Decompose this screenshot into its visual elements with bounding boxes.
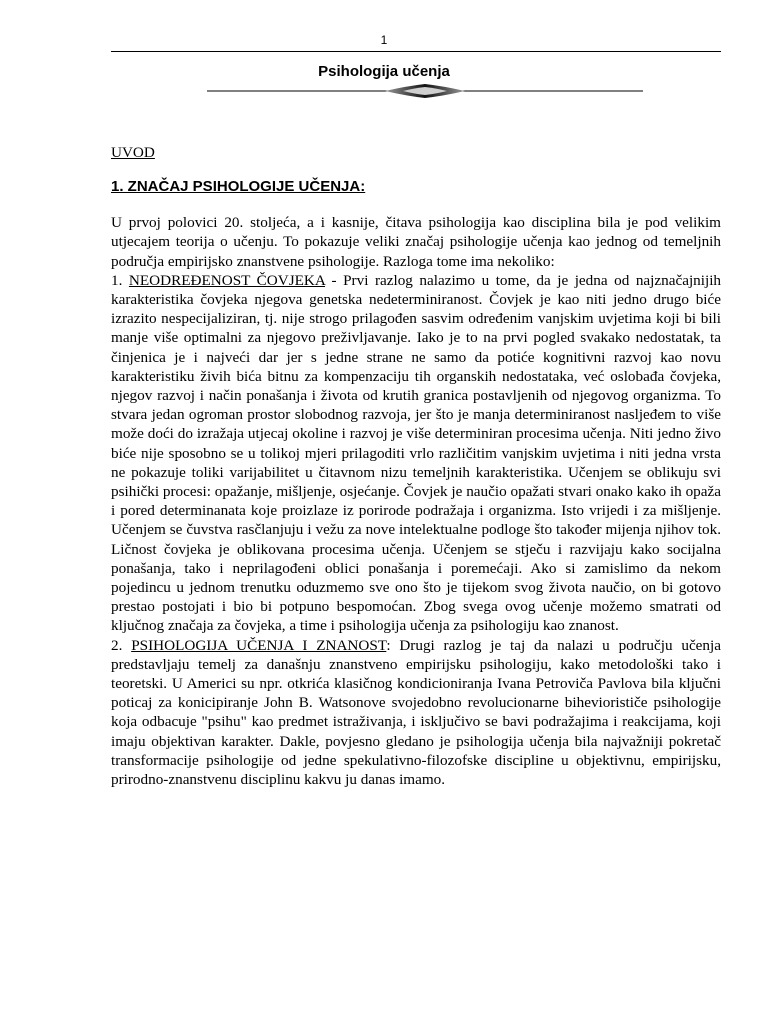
point-number: 2. bbox=[111, 636, 123, 654]
point-term: PSIHOLOGIJA UČENJA I ZNANOST bbox=[131, 636, 387, 654]
ornament-graphic bbox=[207, 84, 643, 100]
document-body bbox=[111, 143, 721, 789]
header-rule bbox=[111, 51, 721, 52]
title-ornament bbox=[207, 84, 643, 100]
point-separator: - bbox=[325, 271, 344, 289]
section-label: UVOD bbox=[111, 144, 155, 161]
point-term: NEODREĐENOST ČOVJEKA bbox=[128, 271, 326, 289]
intro-paragraph: U prvoj polovici 20. stoljeća, a i kasnije, čitava psihologija kao disciplina bila je pod velikim utjecajem teorija o učenju. To pokazuje veliki značaj psihologije učenja kao jednog od temeljnih područja empirijsko znanstvene psihologije. Razloga tome ima nekoliko: bbox=[111, 214, 721, 270]
page-number: 1 bbox=[380, 33, 388, 47]
point-paragraph-1 bbox=[111, 271, 721, 636]
section-heading: 1. ZNAČAJ PSIHOLOGIJE UČENJA: bbox=[111, 178, 366, 196]
point-paragraph-2 bbox=[111, 636, 721, 790]
page-title: Psihologija učenja bbox=[318, 63, 450, 80]
point-number: 1. bbox=[111, 271, 123, 289]
point-text: Prvi razlog nalazimo u tome, da je jedna od najznačajnijih karakteristika čovjeka njegova genetska nedeterminiranost. Čovjek je kao niti jedno drugo biće izrazito nespecijaliziran, tj. nije strogo prilagođen sasvim određenim vanjskim uvjetima koji bi bili manje više optimalni za njegovo preživljavanje. Iako je to na prvi pogled svakako nedostatak, ta činjenica je i najveći dar jer s jedne strane ne samo da potiće kognitivni razvoj kao novu karakteristiku živih bića bitnu za kompenzaciju tih organskih nedostataka, već oslobađa čovjeka, njegov razvoj i način ponašanja i života od krutih granica postavljenih od njegovog organizma. To stvara jedan ogroman prostor slobodnog razvoja, jer što je manja determiniranost nasljeđem to više može doći do izražaja utjecaj okoline i razvoj je više determiniran procesima učenja. Niti jedno živo biće nije sposobno se u tolikoj mjeri prilagoditi vrlo različitim vanjskim uvjetima i niti jedna vrsta ne pokazuje toliki varijabilitet u čitavnom nizu temeljnih karakteristika. Učenjem se oblikuju svi psihički procesi: opažanje, mišljenje, osjećanje. Čovjek je naučio opažati stvari onako kako ih opaža i pored determinanata koje proizlaze iz porirode podražaja i organizma. Isto vrijedi i za mišljenje. Učenjem se čuvstva rasčlanjuju i vežu za nove intelektualne podloge što također mijenja njihov tok. Ličnost čovjeka je oblikovana procesima učenja. Učenjem se stječu i razvijaju kako socijalna ponašanja, tako i neprilagođeni oblici ponašanja i poremećaji. Ako si zamislimo da nekom pojedincu u jednom trenutku oduzmemo sve ono što je tijekom svog života naučio, on bi gotovo prestao postojati i bio bi potpuno bespomoćan. Zbog svega ovog učenje možemo smatrati od ključnog značaja za čovjeka, a time i psihologija učenja za psihologiju kao znanost. bbox=[111, 271, 722, 635]
point-separator: : bbox=[386, 636, 400, 654]
point-text: Drugi razlog je taj da nalazi u području učenja predstavljaju temelj za današnju znanstveno empirijsku psihologiju, kako metodološki tako i teoretski. U Americi su npr. otkrića klasičnog kondicioniranja Ivana Petroviča Pavlova bila ključni poticaj za konicipiranje John B. Watsonove svojedobno revolucionarne biheviorističe psihologije koja odbacuje "psihu" kao predmet istraživanja, i isključivo se bavi podražajima i reakcijama, koji imaju objektivan karakter. Dakle, povjesno gledano je psihologija učenja bila najvažniji pokretač transformacije psihologije od jedne spekulativno-filozofske discipline u objektivnu, empirijsku, prirodno-znanstvenu disciplinu kakvu ju danas imamo. bbox=[111, 636, 721, 789]
